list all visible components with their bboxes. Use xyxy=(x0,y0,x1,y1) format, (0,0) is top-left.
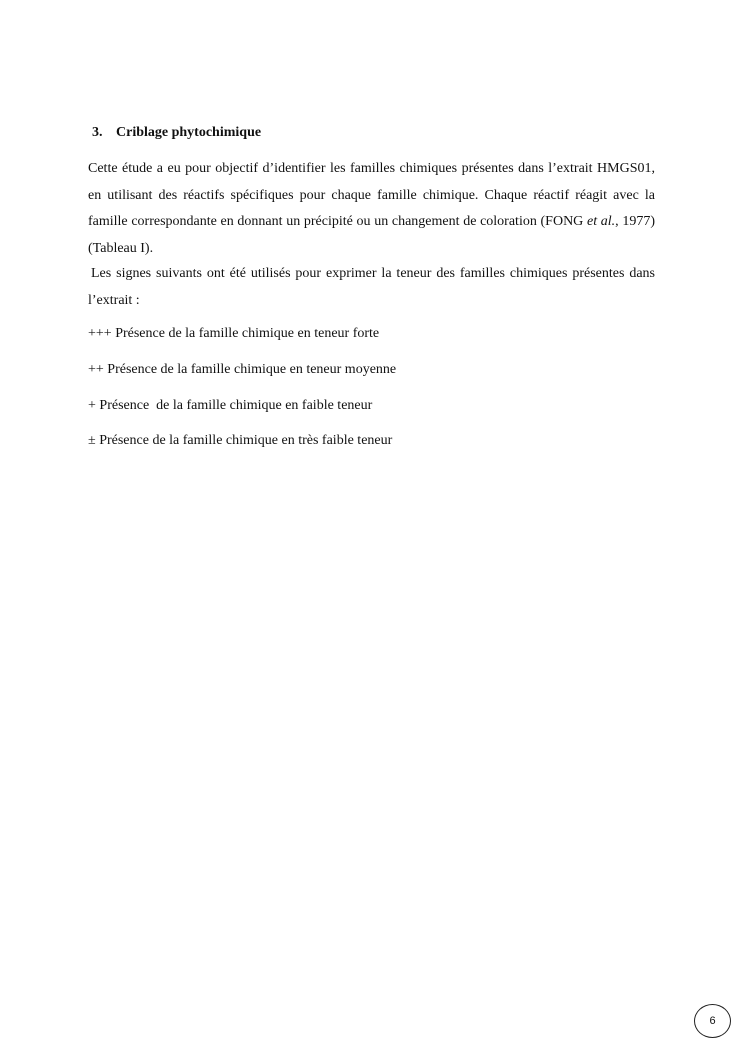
sign-line-medium xyxy=(88,361,396,379)
paragraph-objective-text: Cette étude a eu pour objectif d’identifier les familles chimiques présentes dans l’extrait HMGS01, en utilisant des réactifs spécifiques pour chaque famille chimique. Chaque réactif réagit avec la famille correspondante en donnant un précipité ou un changement de coloration (FONG xyxy=(88,161,655,229)
sign-line-low xyxy=(88,397,372,415)
paragraph-objective-text-end: , 1977) (Tableau I). xyxy=(88,214,655,256)
sign-symbol: +++ xyxy=(88,326,112,341)
section-number: 3. xyxy=(92,125,103,140)
paragraph-signs-intro: Les signes suivants ont été utilisés pour exprimer la teneur des familles chimiques présentes dans l’extrait : xyxy=(88,266,655,308)
paragraph-objective xyxy=(88,156,655,262)
sign-symbol: ± xyxy=(88,433,96,448)
sign-line-strong xyxy=(88,325,379,343)
sign-symbol: ++ xyxy=(88,362,104,377)
citation-et-al: et al. xyxy=(586,214,616,229)
section-heading xyxy=(92,124,261,142)
page-number: 6 xyxy=(694,1004,731,1038)
sign-description: Présence de la famille chimique en teneur forte xyxy=(115,326,380,341)
section-title: Criblage phytochimique xyxy=(116,125,262,140)
sign-description: Présence de la famille chimique en faible teneur xyxy=(99,398,373,413)
sign-symbol: + xyxy=(88,398,96,413)
sign-description: Présence de la famille chimique en très faible teneur xyxy=(99,433,393,448)
sign-description: Présence de la famille chimique en teneur moyenne xyxy=(107,362,397,377)
sign-line-very-low xyxy=(88,432,392,450)
